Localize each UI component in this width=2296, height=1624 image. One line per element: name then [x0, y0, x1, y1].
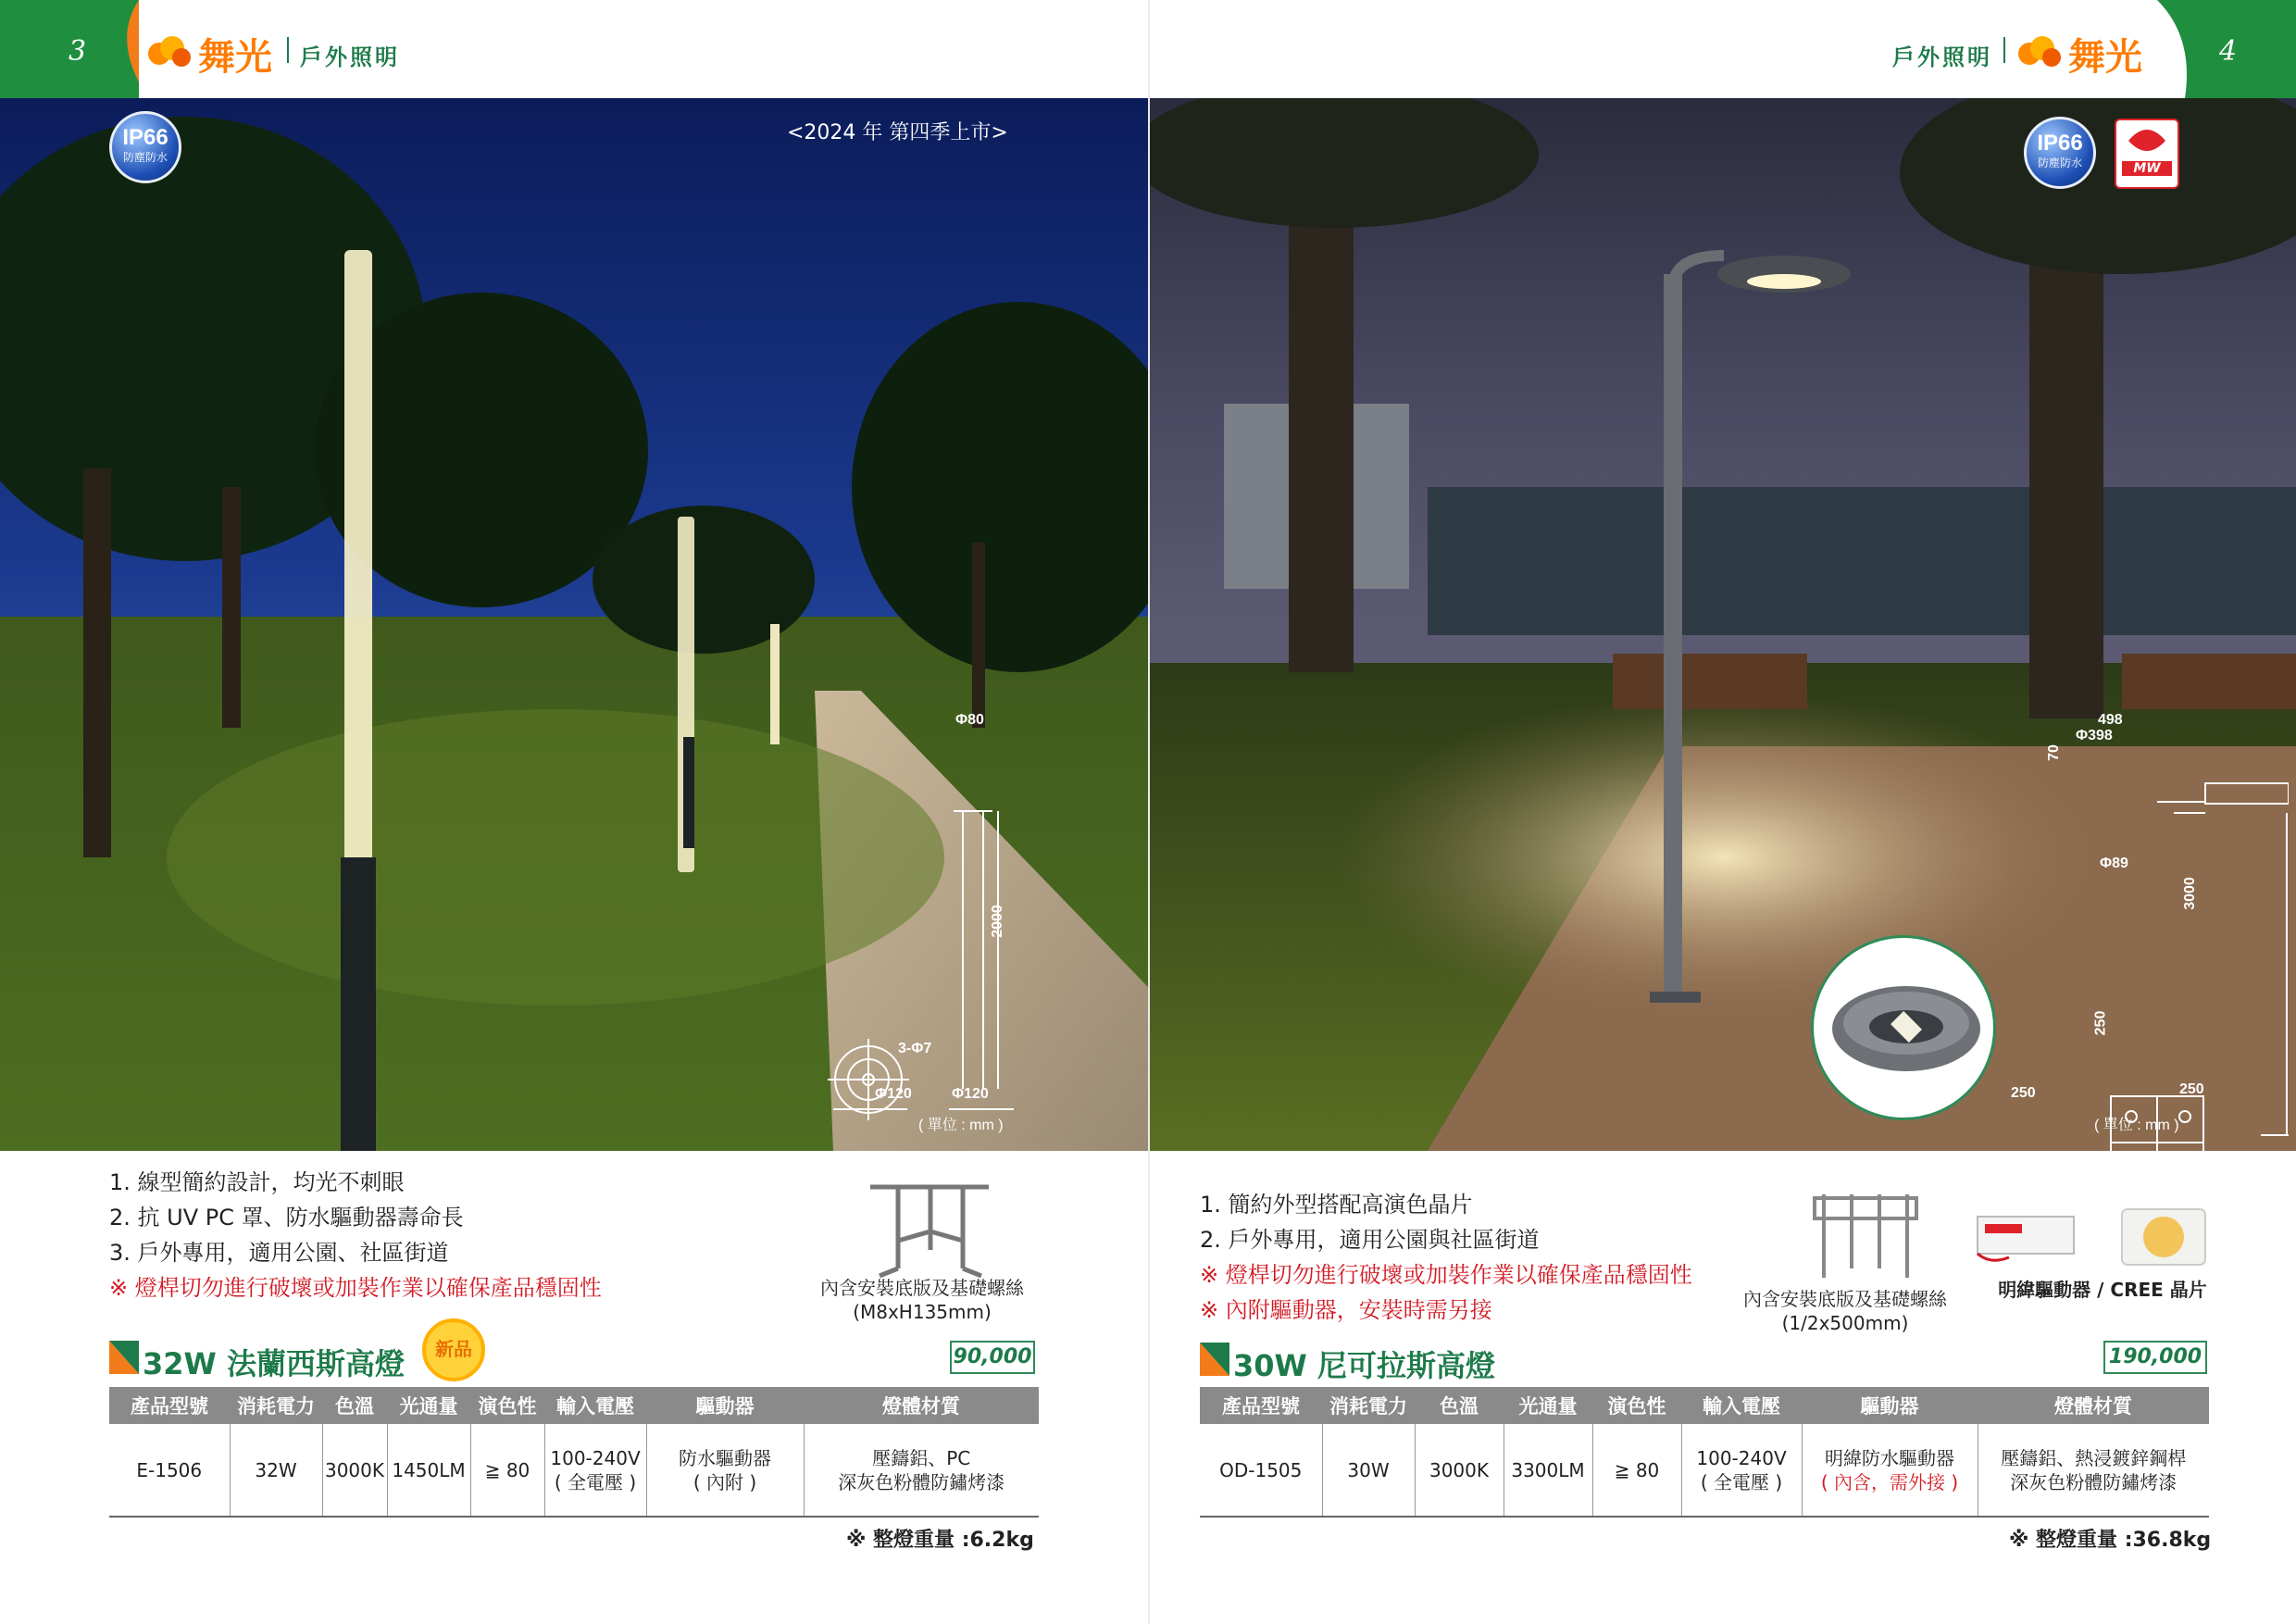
accessory-caption-line1: 內含安裝底版及基礎螺絲: [820, 1277, 1024, 1299]
table-row: [1200, 1424, 2209, 1517]
header-voltage: 輸入電壓: [544, 1387, 646, 1424]
dim-250-bottom: 250: [2011, 1085, 2036, 1101]
feature-item: 1. 線型簡約設計，均光不刺眼: [109, 1169, 405, 1195]
dimension-drawing: [815, 709, 1055, 1144]
feature-item: 2. 抗 UV PC 罩、防水驅動器壽命長: [109, 1205, 464, 1230]
category-label: 戶外照明: [1892, 44, 1992, 70]
header-cct: 色溫: [1415, 1387, 1504, 1424]
cell-lumen: 3300LM: [1504, 1424, 1592, 1517]
header-cct: 色溫: [322, 1387, 387, 1424]
cell-cri: ≧ 80: [1592, 1424, 1681, 1517]
dim-70: 70: [2045, 744, 2062, 761]
weight-note: ※ 整燈重量 :36.8kg: [2009, 1529, 2212, 1552]
launch-notice: <2024 年 第四季上市>: [787, 121, 1008, 144]
category-label: 戶外照明: [300, 44, 400, 70]
accessory-caption-line2: (1/2x500mm): [1781, 1312, 1909, 1334]
dim-498: 498: [2098, 712, 2123, 728]
dimension-drawing: [1992, 709, 2289, 1151]
ip66-sub-label: 防塵防水: [2037, 156, 2082, 169]
dim-height: 2000: [989, 905, 1005, 938]
ip66-badge: [2024, 117, 2096, 189]
dim-base-1: Φ120: [875, 1086, 912, 1102]
header-model: 產品型號: [1200, 1387, 1322, 1424]
left-header: [0, 0, 1148, 98]
cell-model: E-1506: [109, 1424, 230, 1517]
page-gutter: [1148, 0, 1150, 1624]
ip66-label: IP66: [122, 125, 168, 150]
header-voltage: 輸入電壓: [1681, 1387, 1802, 1424]
weight-note: ※ 整燈重量 :6.2kg: [846, 1529, 1034, 1552]
header-lumen: 光通量: [387, 1387, 470, 1424]
cell-material: 壓鑄鋁、PC 深灰色粉體防鏽烤漆: [804, 1424, 1039, 1517]
header-lumen: 光通量: [1504, 1387, 1592, 1424]
price-tag: 190,000: [2103, 1341, 2207, 1374]
spec-header-row: [109, 1387, 1039, 1424]
spec-table: [1200, 1387, 2209, 1518]
dim-holes: 3-Φ7: [898, 1041, 932, 1056]
brand-name: 舞光: [2068, 35, 2142, 79]
left-product-photo: [0, 98, 1148, 1151]
mw-label: MW: [2122, 161, 2172, 176]
accessory-caption-line2: (M8xH135mm): [853, 1301, 992, 1323]
cree-chip-image: [2113, 1204, 2215, 1268]
header-model: 產品型號: [109, 1387, 230, 1424]
header-material: 燈體材質: [804, 1387, 1039, 1424]
header-power: 消耗電力: [1322, 1387, 1415, 1424]
dim-3000: 3000: [2181, 877, 2198, 910]
dim-250-base: 250: [2179, 1081, 2204, 1097]
ip66-label: IP66: [2037, 131, 2083, 156]
header-driver: 驅動器: [1802, 1387, 1978, 1424]
accessory-caption: [802, 1276, 1042, 1324]
page-number: 3: [69, 35, 87, 68]
feature-list: [1200, 1187, 1692, 1328]
cell-cct: 3000K: [322, 1424, 387, 1517]
dim-unit: ( 單位 : mm ): [2094, 1118, 2179, 1133]
cell-material: 壓鑄鋁、熱浸鍍鋅鋼桿 深灰色粉體防鏽烤漆: [1978, 1424, 2209, 1517]
product-title: 32W 法蘭西斯高燈: [143, 1346, 405, 1381]
right-header: [1148, 0, 2296, 98]
feature-item: 3. 戶外專用，適用公園、社區街道: [109, 1240, 449, 1266]
cell-model: OD-1505: [1200, 1424, 1322, 1517]
cell-power: 30W: [1322, 1424, 1415, 1517]
dim-250-side: 250: [2092, 1010, 2109, 1036]
new-badge: 新品: [422, 1318, 485, 1381]
ip66-badge: [109, 111, 181, 183]
cell-voltage: 100-240V ( 全電壓 ): [544, 1424, 646, 1517]
product-title: 30W 尼可拉斯高燈: [1233, 1348, 1495, 1383]
header-cri: 演色性: [470, 1387, 544, 1424]
title-marker-icon: [1200, 1343, 1229, 1376]
brand-logo-icon: [2015, 31, 2065, 70]
lamp-head-detail: [1811, 935, 1996, 1120]
meanwell-logo: [2115, 119, 2179, 189]
driver-image: [1972, 1204, 2079, 1268]
warning-text: ※ 燈桿切勿進行破壞或加裝作業以確保產品穩固性: [1200, 1262, 1692, 1288]
feature-item: 1. 簡約外型搭配高演色晶片: [1200, 1192, 1473, 1218]
cell-lumen: 1450LM: [387, 1424, 470, 1517]
header-material: 燈體材質: [1978, 1387, 2209, 1424]
table-row: [109, 1424, 1039, 1517]
header-cri: 演色性: [1592, 1387, 1681, 1424]
dim-unit: ( 單位 : mm ): [918, 1118, 1004, 1133]
price-tag: 90,000: [950, 1341, 1035, 1374]
cell-cct: 3000K: [1415, 1424, 1504, 1517]
warning-text: ※ 內附驅動器，安裝時需另接: [1200, 1297, 1492, 1323]
cell-driver: 明緯防水驅動器 ( 內含，需外接 ): [1802, 1424, 1978, 1517]
cell-voltage: 100-240V ( 全電壓 ): [1681, 1424, 1802, 1517]
right-product-photo: [1150, 98, 2296, 1151]
header-power: 消耗電力: [230, 1387, 322, 1424]
cell-cri: ≧ 80: [470, 1424, 544, 1517]
title-marker-icon: [109, 1341, 139, 1374]
ip66-sub-label: 防塵防水: [122, 151, 168, 164]
brand-name: 舞光: [198, 35, 272, 79]
accessory-caption: [1724, 1287, 1966, 1335]
dim-top-diameter: Φ80: [955, 712, 984, 728]
dim-89: Φ89: [2100, 856, 2128, 871]
spec-table: [109, 1387, 1039, 1518]
warning-text: ※ 燈桿切勿進行破壞或加裝作業以確保產品穩固性: [109, 1275, 602, 1301]
driver-caption: 明緯驅動器 / CREE 晶片: [1998, 1279, 2207, 1301]
header-driver: 驅動器: [646, 1387, 804, 1424]
feature-list: [109, 1165, 602, 1305]
cell-power: 32W: [230, 1424, 322, 1517]
cell-driver: 防水驅動器 ( 內附 ): [646, 1424, 804, 1517]
brand-logo-icon: [144, 31, 194, 70]
accessory-caption-line1: 內含安裝底版及基礎螺絲: [1743, 1288, 1947, 1310]
page-number: 4: [2219, 35, 2238, 68]
mounting-base-image: [861, 1176, 1000, 1278]
spec-header-row: [1200, 1387, 2209, 1424]
mounting-base-image: [1796, 1185, 1935, 1287]
feature-item: 2. 戶外專用，適用公園與社區街道: [1200, 1227, 1540, 1253]
dim-398: Φ398: [2076, 728, 2113, 743]
dim-base-2: Φ120: [952, 1086, 989, 1102]
